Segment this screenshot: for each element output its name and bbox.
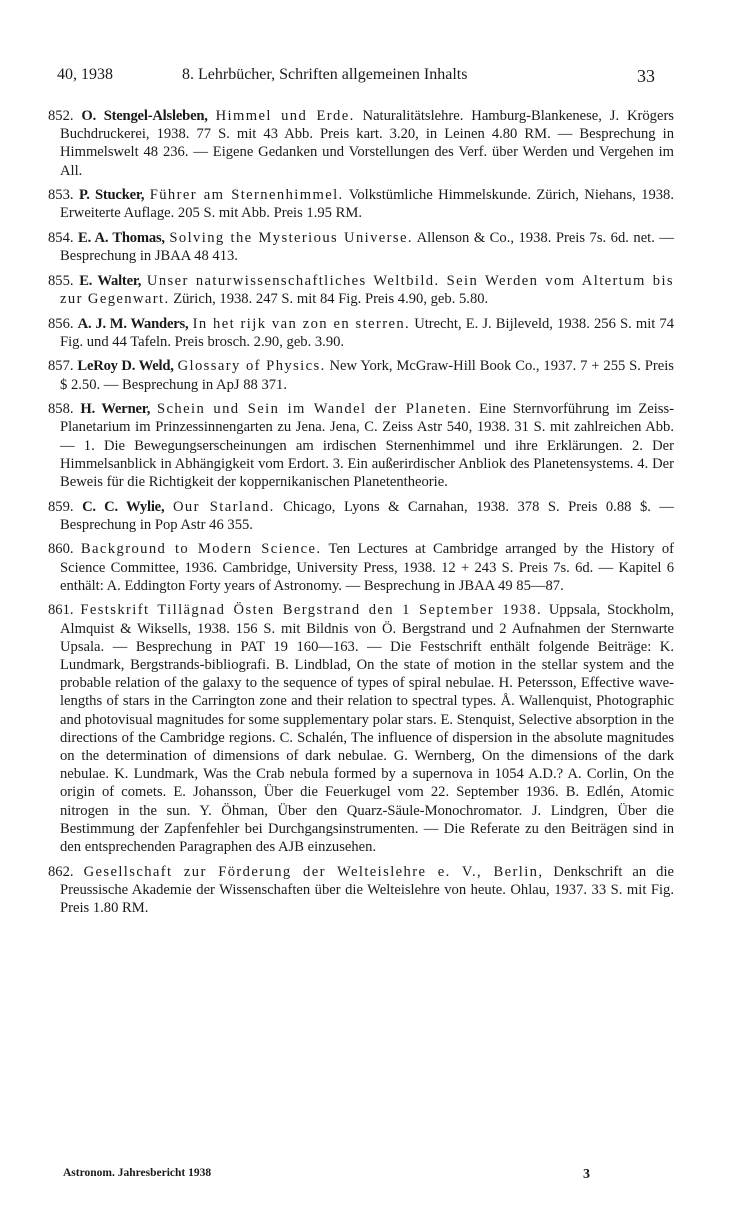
entry-number: 859. [48,498,74,515]
entry-title: Führer am Sternenhimmel. [149,187,344,204]
entry-author: E. A. Thomas, [78,230,165,246]
entry-title: Schein und Sein im Wandel der Planeten. [157,401,473,418]
entry-number: 853. [48,187,74,204]
entry-number: 855. [48,272,74,289]
entry-author: O. Stengel-Alsleben, [81,108,208,124]
entry-861 [48,601,674,856]
bibliography-list [48,107,674,924]
entry-number: 856. [48,315,74,332]
entry-854 [48,229,674,265]
entry-title: Unser naturwissenschaftliches Weltbild. Sein Werden vom Altertum bis zur Gegenwart. [60,272,674,307]
entry-author: P. Stucker, [78,187,145,204]
entry-body: Allenson & Co., 1938. Preis 7s. 6d. net. — Besprechung in JBAA 48 413. [60,230,674,265]
footer-publication: Astronom. Jahresbericht 1938 [63,1167,212,1179]
entry-number: 857. [48,358,74,375]
entry-857 [48,357,674,393]
entry-number: 860. [48,541,74,558]
entry-852 [48,107,674,180]
entry-title: Himmel und Erde. [215,108,355,124]
entry-862 [48,863,674,918]
entry-body: Zürich, 1938. 247 S. mit 84 Fig. Preis 4.90, geb. 5.80. [169,291,489,307]
entry-title: Glossary of Physics. [177,358,326,375]
entry-title: Gesellschaft zur Förderung der Welteislehre e. V., Berlin, [83,863,544,880]
entry-number: 861. [48,602,74,619]
entry-body: Naturalitätslehre. Hamburg-Blankenese, J. Krögers Buchdruckerei, 1938. 77 S. mit 43 Abb. Preis kart. 3.20, in Leinen 4.80 RM. — Besprechung in Himmelswelt 48 236. — Eigene Gedanken und Vorstellungen des Verf. über Werden und Vergehen im All. [60,108,674,179]
entry-860 [48,540,674,595]
entry-number: 862. [48,863,74,880]
page-footer [63,1167,623,1185]
entry-body: Eine Sternvorführung im Zeiss-Planetarium im Prinzessinnengarten zu Jena. Jena, C. Zeiss Astr 540, 1938. 31 S. mit zahlreichen Abb. — 1. Die Bewegungserscheinungen am irdischen Sternenhimmel und ihre Erklärungen. 2. Der Himmelsanblick in Abhängigkeit vom Erdort. 3. Ein außerirdischer Anbliok des Planetensystems. 4. Der Beweis für die Richtigkeit der koppernikanischen Planetentheorie. [60,401,675,490]
running-header [57,66,655,88]
entry-title: Festskrift Tillägnad Östen Bergstrand den 1 September 1938. [80,602,543,619]
entry-855 [48,272,674,308]
entry-number: 854. [48,230,74,246]
entry-title: Our Starland. [172,498,275,515]
entry-title: Background to Modern Science. [80,541,322,558]
entry-author: C. C. Wylie, [82,498,165,515]
entry-number: 852. [48,108,74,124]
entry-author: H. Werner, [80,401,151,418]
entry-body: Utrecht, E. J. Bijleveld, 1938. 256 S. mit 74 Fig. und 44 Tafeln. Preis brosch. 2.90, geb. 3.90. [60,315,674,350]
entry-body: Denkschrift an die Preussische Akademie der Wissenschaften über die Welteislehre von heute. Ohlau, 1937. 33 S. mit Fig. Preis 1.80 RM. [60,863,674,917]
header-volume-year: 40, 1938 [57,66,113,83]
entry-author: E. Walter, [79,272,142,289]
entry-853 [48,186,674,222]
footer-signature-mark: 3 [583,1167,590,1182]
entry-author: A. J. M. Wanders, [77,315,189,332]
entry-author: LeRoy D. Weld, [77,358,174,375]
entry-858 [48,400,674,491]
entry-body: Uppsala, Stockholm, Almquist & Wiksells, 1938. 156 S. mit Bildnis von Ö. Bergstrand und 2 Aufnahmen der Sternwarte Upsala. — Besprechung in PAT 19 160—163. — Die Festschrift enthält folgende Beiträge: K. Lundmark, Bergstrands-bibliografi. B. Lindblad, On the state of motion in the stellar system and the probable relation of the galaxy to the sequence of types of spiral nebulae. H. Petersson, Effective wave-lengths of stars in the Carrington zone and their relation to spectral types. Å. Wallenquist, Photographic and photovisual magnitudes for some supplementary polar stars. E. Stenquist, Selective absorption in the directions of the Cambridge regions. C. Schalén, The influence of dispersion in the absolute magnitudes on the determination of dimensions of dark nebulae. G. Wernberg, On the dimensions of the dark nebulae. K. Lundmark, Was the Crab nebula formed by a supernova in 1054 A.D.? A. Corlin, On the origin of comets. E. Johansson, Über die Feuerkugel vom 22. September 1936. B. Edlén, Atomic nitrogen in the sun. Y. Öhman, Über den Quarz-Säule-Monochromator. J. Lindgren, Über die Bestimmung der Zapfenfehler bei Durchgangsinstrumenten. — Die Referate zu den Beiträgen sind in den entsprechenden Paragraphen des AJB einzusehen. [60,602,674,856]
entry-body: Chicago, Lyons & Carnahan, 1938. 378 S. Preis 0.88 $. — Besprechung in Pop Astr 46 355. [60,498,675,533]
entry-number: 858. [48,401,74,418]
entry-body: Volkstümliche Himmelskunde. Zürich, Niehans, 1938. Erweiterte Auflage. 205 S. mit Abb. Preis 1.95 RM. [60,187,674,222]
entry-856 [48,315,674,351]
entry-body: Ten Lectures at Cambridge arranged by the History of Science Committee, 1936. Cambridge, University Press, 1938. 12 + 243 S. Preis 7s. 6d. — Kapitel 6 enthält: A. Eddington Forty years of Astronomy. — Besprechung in JBAA 49 85—87. [60,541,675,594]
entry-title: Solving the Mysterious Universe. [169,230,413,246]
entry-title: In het rijk van zon en sterren. [192,315,411,332]
entry-859 [48,498,674,534]
entry-body: New York, McGraw-Hill Book Co., 1937. 7 + 255 S. Preis $ 2.50. — Besprechung in ApJ 88 371. [60,358,674,393]
header-section-title: 8. Lehrbücher, Schriften allgemeinen Inhalts [182,66,468,83]
page-number: 33 [637,66,655,86]
